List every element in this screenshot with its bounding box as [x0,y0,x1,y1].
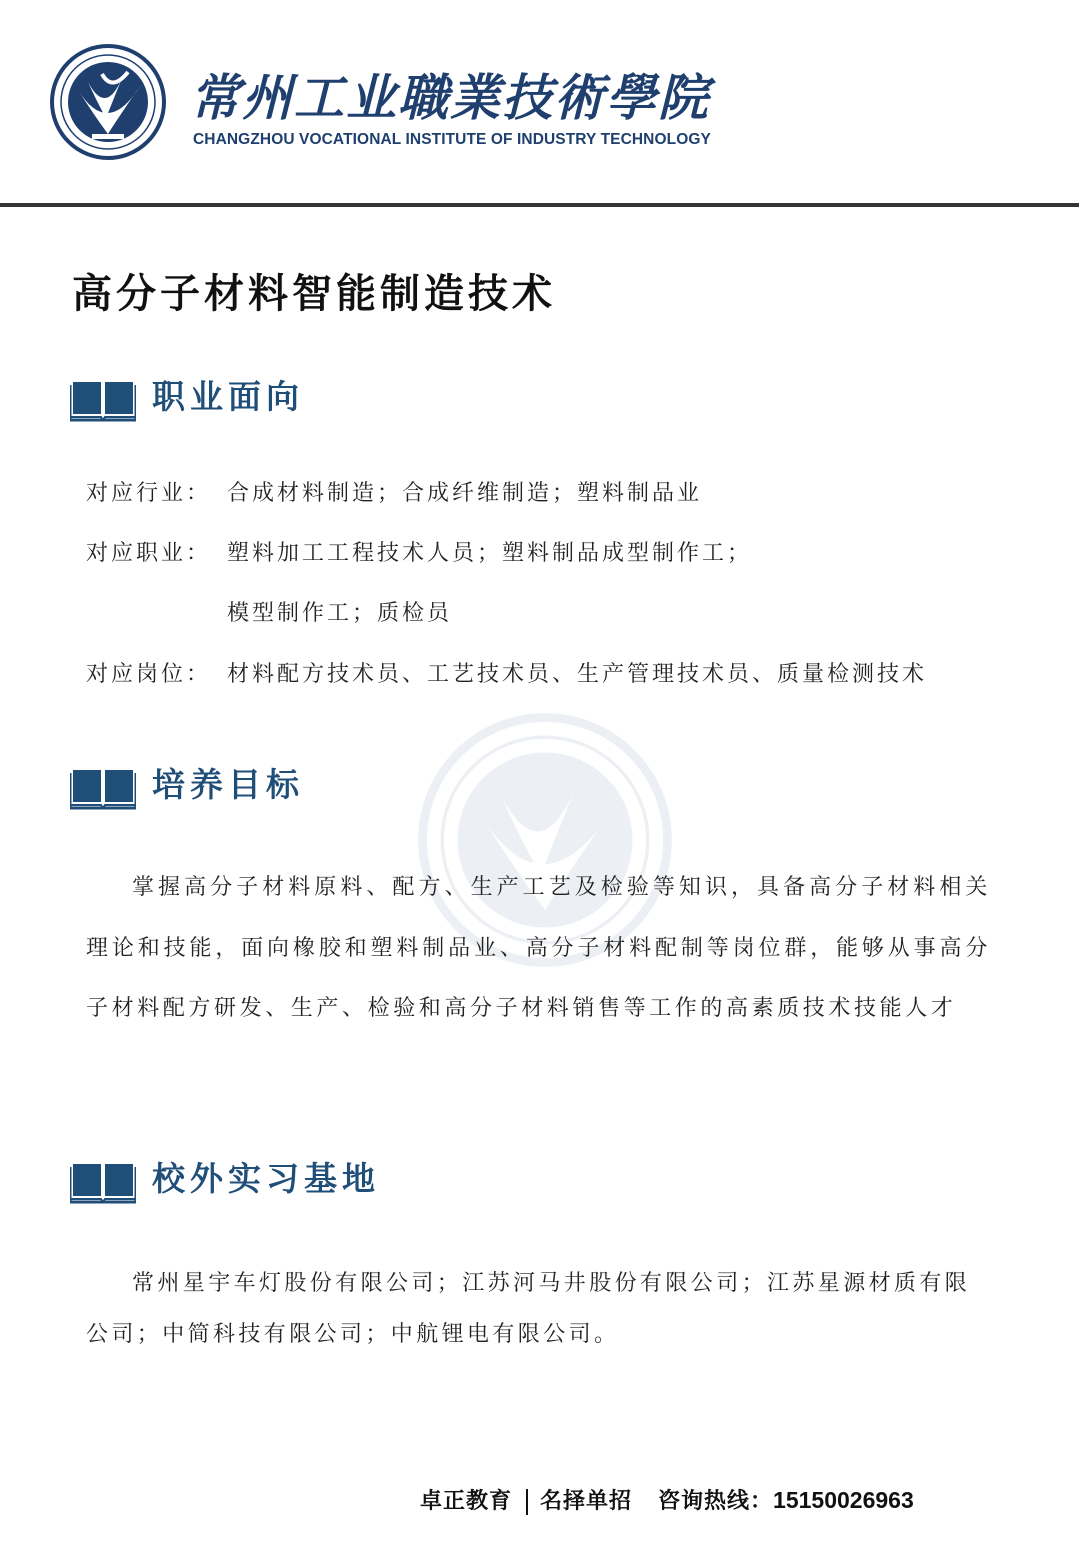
industry-row [86,479,702,509]
position-label: 对应岗位： [86,662,212,687]
section-title-career: 职业面向 [152,377,304,416]
page-header [0,0,1079,210]
footer-hotline-label: 咨询热线： [658,1488,774,1514]
training-paragraph: 掌握高分子材料原料、配方、生产工艺及检验等知识，具备高分子材料相关理论和技能，面向橡胶和塑料制品业、高分子材料配制等岗位群，能够从事高分子材料配方研发、生产、检验和高分子材料销售等工作的高素质技术技能人才 [86,875,991,1021]
footer-slogan: 名择单招 [540,1488,633,1514]
occupation-value-1: 塑料加工工程技术人员；塑料制品成型制作工； [227,541,753,566]
occupation-value-2: 模型制作工；质检员 [227,601,453,626]
open-book-icon [70,376,136,422]
school-name-cn: 常州工业職業技術學院 [190,68,710,127]
header-divider [0,203,1079,207]
footer-hotline-number: 15150026963 [773,1487,914,1513]
page-title: 高分子材料智能制造技术 [72,270,556,317]
occupation-label: 对应职业： [86,541,212,566]
open-book-icon [70,764,136,810]
footer-separator [526,1489,528,1515]
section-title-internship: 校外实习基地 [152,1159,380,1198]
position-row [86,660,927,690]
occupation-row [86,539,752,569]
industry-label: 对应行业： [86,481,212,506]
footer-contact [420,1484,914,1515]
industry-value: 合成材料制造；合成纤维制造；塑料制品业 [227,481,703,506]
position-value: 材料配方技术员、工艺技术员、生产管理技术员、质量检测技术 [227,662,928,687]
school-logo-emblem [48,38,168,166]
footer-org: 卓正教育 [420,1488,513,1514]
internship-paragraph: 常州星宇车灯股份有限公司；江苏河马井股份有限公司；江苏星源材质有限公司；中简科技有限公司；中航锂电有限公司。 [86,1271,971,1347]
section-title-training: 培养目标 [152,765,304,804]
open-book-icon [70,1158,136,1204]
school-name-en: CHANGZHOU VOCATIONAL INSTITUTE OF INDUSTRY TECHNOLOGY [193,131,711,148]
